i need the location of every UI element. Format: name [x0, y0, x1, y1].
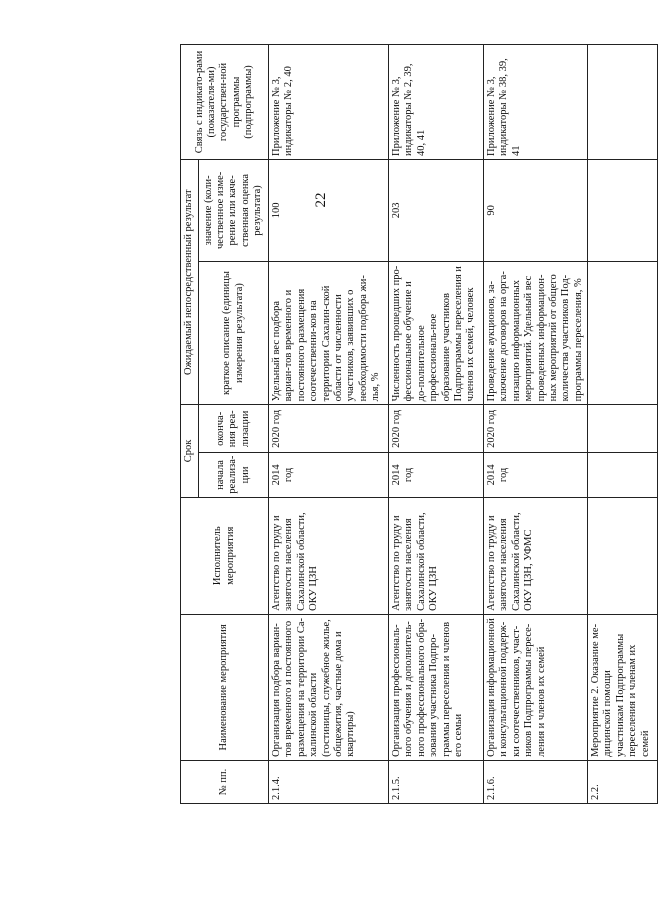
row-executor: Агентство по труду и занятости населения Сахалинской области, ОКУ ЦЗН [269, 497, 389, 614]
row-num: 2.1.5. [389, 760, 484, 803]
header-term-start: начала реализа-ции [199, 453, 269, 497]
row-end [588, 405, 658, 453]
row-start [588, 453, 658, 497]
header-term: Срок [181, 405, 199, 497]
row-num: 2.1.4. [269, 760, 389, 803]
table-row [269, 45, 389, 804]
row-executor: Агентство по труду и занятости населения Сахалинской области, ОКУ ЦЗН [389, 497, 484, 614]
header-executor: Исполнитель мероприятия [181, 497, 269, 614]
header-name: Наименование мероприятия [181, 614, 269, 760]
row-link [588, 45, 658, 160]
row-value [588, 159, 658, 261]
table-container [180, 44, 651, 804]
header-result-value: значение (коли-чественное изме-рение или каче-ственная оценка результата) [199, 159, 269, 261]
row-link: Приложение № 3, индикаторы № 2, 40 [269, 45, 389, 160]
table-row [588, 45, 658, 804]
header-link: Связь с индикато-рами (показателя-ми) государствен-ной программы (подпрограммы) [181, 45, 269, 160]
row-desc [588, 261, 658, 405]
row-start: 2014 год [389, 453, 484, 497]
header-result: Ожидаемый непосредственный результат [181, 159, 199, 404]
header-result-desc: краткое описание (единицы измерения результата) [199, 261, 269, 405]
row-num: 2.2. [588, 760, 658, 803]
row-name: Организация информационной и консультационной поддерж-ки соотечественников, участ-ников Подпрограммы пересе-ления и членов их семей [484, 614, 588, 760]
row-desc: Проведение аукционов, за-ключение договоров на орга-низацию информационных мероприятий. Удельный вес проведенных информацион-ных мероприятий от общего количества участников Под-программы переселения, % [484, 261, 588, 405]
row-value: 90 [484, 159, 588, 261]
header-num: № пп. [181, 760, 269, 803]
row-executor [588, 497, 658, 614]
row-desc: Удельный вес подбора вариан-тов временного и постоянного размещения соотечественни-ков на территории Сахалин-ской области от численности участников, заявивших о необходимости подбора жи-лья, % [269, 261, 389, 405]
page-number: 22 [313, 192, 329, 208]
row-desc: Численность прошедших про-фессиональное обучение и до-полнительное профессиональ-ное образование участников Подпрограммы переселения и членов их семей, человек [389, 261, 484, 405]
row-end: 2020 год [389, 405, 484, 453]
row-value: 100 [269, 159, 389, 261]
row-executor: Агентство по труду и занятости населения Сахалинской области, ОКУ ЦЗН, УФМС [484, 497, 588, 614]
row-start: 2014 год [269, 453, 389, 497]
row-link: Приложение № 3, индикаторы № 38, 39, 41 [484, 45, 588, 160]
row-name: Организация подбора вариан-тов временного и постоянного размещения на территории Са-халинской области (гостиницы, служебное жилье, общежития, частные дома и квартиры) [269, 614, 389, 760]
row-value: 203 [389, 159, 484, 261]
row-name: Мероприятие 2. Оказание ме-дицинской помощи участникам Подпрограммы переселения и членам их семей [588, 614, 658, 760]
row-name: Организация профессиональ-ного обучения и дополнитель-ного профессионального обра-зования участника Подпро-граммы переселения и членов его семьи [389, 614, 484, 760]
row-end: 2020 год [484, 405, 588, 453]
header-term-end: оконча-ния реа-лизации [199, 405, 269, 453]
table-row [484, 45, 588, 804]
measures-table [180, 44, 658, 804]
row-num: 2.1.6. [484, 760, 588, 803]
row-link: Приложение № 3, индикаторы № 2, 39, 40, 41 [389, 45, 484, 160]
row-start: 2014 год [484, 453, 588, 497]
table-row [389, 45, 484, 804]
row-end: 2020 год [269, 405, 389, 453]
